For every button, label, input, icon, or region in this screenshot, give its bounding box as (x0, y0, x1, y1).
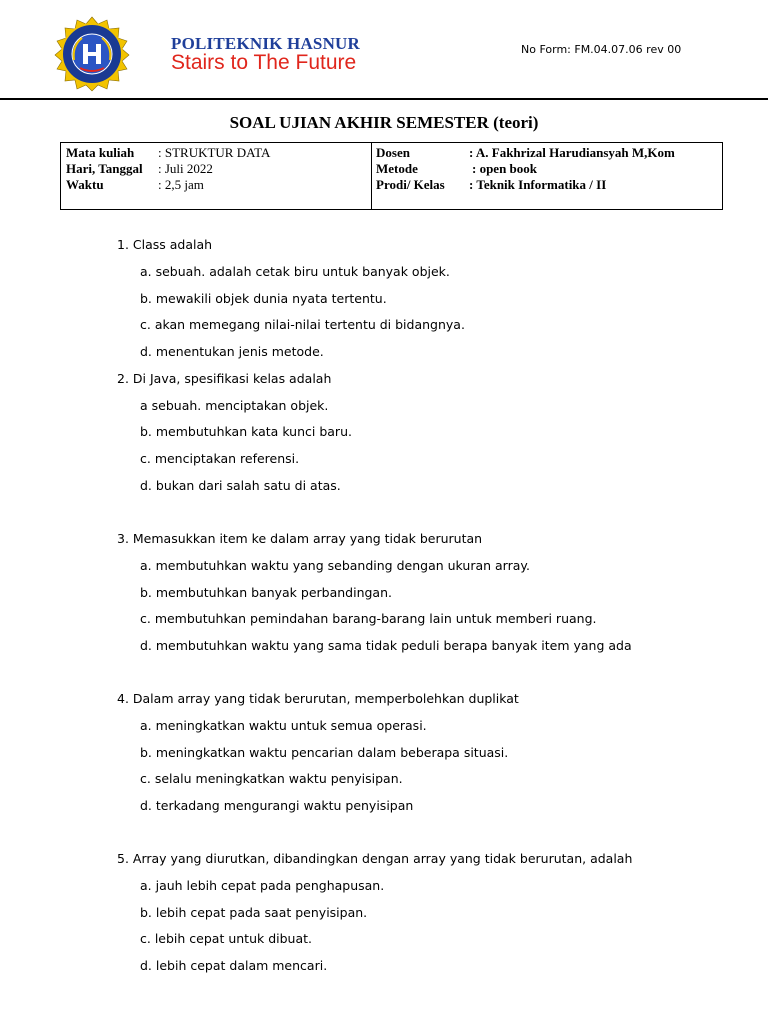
info-row-program (376, 177, 606, 193)
institution-name: POLITEKNIK HASNUR (171, 34, 361, 53)
info-value: : 2,5 jam (158, 177, 204, 192)
info-label: Hari, Tanggal (66, 161, 143, 176)
info-row-date (66, 161, 213, 177)
question-1-option-d: d. menentukan jenis metode. (140, 344, 324, 359)
question-1-option-c: c. akan memegang nilai-nilai tertentu di bidangnya. (140, 317, 465, 332)
question-2-option-a: a sebuah. menciptakan objek. (140, 398, 329, 413)
table-column-divider (371, 143, 372, 209)
question-3-option-b: b. membutuhkan banyak perbandingan. (140, 585, 392, 600)
document-title: SOAL UJIAN AKHIR SEMESTER (teori) (229, 113, 539, 132)
info-value: : STRUKTUR DATA (158, 145, 271, 160)
question-5-option-d: d. lebih cepat dalam mencari. (140, 958, 328, 973)
info-row-method (376, 161, 537, 177)
exam-info-table (60, 142, 723, 210)
shield-emblem-icon (48, 16, 136, 92)
info-row-lecturer (376, 145, 675, 161)
question-5: 5. Array yang diurutkan, dibandingkan dengan array yang tidak berurutan, adalah (117, 851, 633, 866)
question-5-option-c: c. lebih cepat untuk dibuat. (140, 931, 312, 946)
info-row-course (66, 145, 270, 161)
question-2-option-b: b. membutuhkan kata kunci baru. (140, 424, 352, 439)
info-value: : open book (472, 161, 538, 176)
question-3-option-a: a. membutuhkan waktu yang sebanding dengan ukuran array. (140, 558, 530, 573)
question-3: 3. Memasukkan item ke dalam array yang tidak berurutan (117, 531, 483, 546)
info-value: : Juli 2022 (158, 161, 213, 176)
info-row-duration (66, 177, 204, 193)
question-3-option-d: d. membutuhkan waktu yang sama tidak peduli berapa banyak item yang ada (140, 638, 632, 653)
question-2: 2. Di Java, spesifikasi kelas adalah (117, 371, 332, 386)
info-value: : Teknik Informatika / II (469, 177, 607, 192)
header-divider (0, 98, 768, 100)
question-4-option-c: c. selalu meningkatkan waktu penyisipan. (140, 771, 403, 786)
question-4-option-b: b. meningkatkan waktu pencarian dalam beberapa situasi. (140, 745, 509, 760)
question-4-option-d: d. terkadang mengurangi waktu penyisipan (140, 798, 414, 813)
institution-tagline: Stairs to The Future (171, 51, 357, 74)
info-label: Waktu (66, 177, 104, 192)
info-label: Dosen (376, 145, 410, 160)
question-3-option-c: c. membutuhkan pemindahan barang-barang lain untuk memberi ruang. (140, 611, 597, 626)
info-label: Mata kuliah (66, 145, 135, 160)
institution-logo (48, 16, 136, 92)
question-5-option-b: b. lebih cepat pada saat penyisipan. (140, 905, 368, 920)
question-4: 4. Dalam array yang tidak berurutan, memperbolehkan duplikat (117, 691, 519, 706)
info-label: Prodi/ Kelas (376, 177, 445, 192)
question-1-option-b: b. mewakili objek dunia nyata tertentu. (140, 291, 387, 306)
question-1: 1. Class adalah (117, 237, 213, 252)
question-1-option-a: a. sebuah. adalah cetak biru untuk banyak objek. (140, 264, 450, 279)
question-4-option-a: a. meningkatkan waktu untuk semua operasi. (140, 718, 427, 733)
info-label: Metode (376, 161, 418, 176)
question-2-option-d: d. bukan dari salah satu di atas. (140, 478, 341, 493)
info-value: : A. Fakhrizal Harudiansyah M,Kom (469, 145, 675, 160)
question-5-option-a: a. jauh lebih cepat pada penghapusan. (140, 878, 385, 893)
question-2-option-c: c. menciptakan referensi. (140, 451, 300, 466)
form-number: No Form: FM.04.07.06 rev 00 (521, 43, 682, 56)
